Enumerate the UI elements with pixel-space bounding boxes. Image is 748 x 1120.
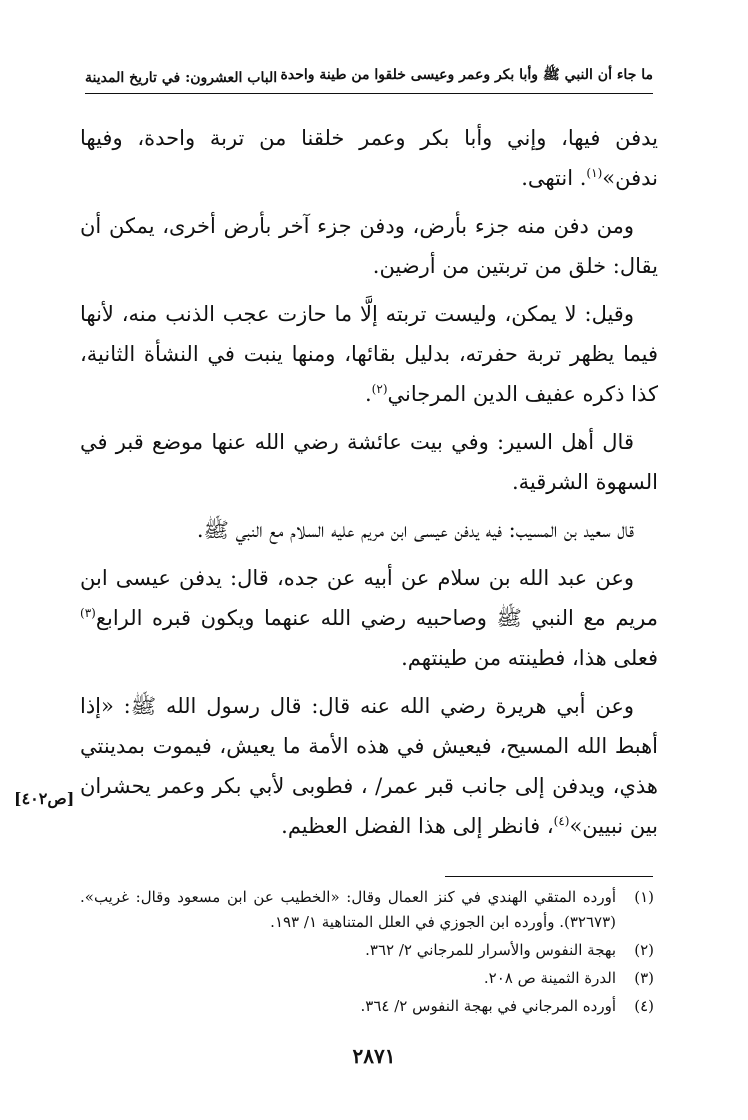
- paragraph-text-tail: .: [364, 382, 372, 406]
- page-number: ٢٨٧١: [352, 1044, 396, 1068]
- footnote-text: أورده المتقي الهندي في كنز العمال وقال: «الخطيب عن ابن مسعود وقال: غريب». (٣٢٦٧٣). وأورده ابن الجوزي في العلل المتناهية ١/ ١٩٣.: [80, 888, 616, 931]
- footnote: [80, 994, 654, 1019]
- header-chapter-title: ما جاء أن النبي ﷺ وأبا بكر وعمر وعيسى خلقوا من طينة واحدة: [280, 67, 653, 83]
- paragraph-text: قال سعيد بن المسيب: فيه يدفن عيسى ابن مريم عليه السلام مع النبي ﷺ.: [196, 518, 634, 542]
- paragraph: [80, 510, 658, 550]
- header-divider: [85, 93, 653, 94]
- paragraph: [80, 558, 658, 678]
- running-header: [85, 60, 653, 86]
- paragraph: [80, 206, 658, 286]
- paragraph-text-tail: ، فانظر إلى هذا الفضل العظيم.: [281, 814, 554, 838]
- margin-page-reference: [ص٤٠٢]: [14, 789, 75, 808]
- paragraph-text-tail: فعلى هذا، فطينته من طينتهم.: [401, 646, 658, 670]
- paragraph: [80, 294, 658, 414]
- paragraph-text: وعن عبد الله بن سلام عن أبيه عن جده، قال: يدفن عيسى ابن مريم مع النبي ﷺ وصاحبيه رضي الله عنهما ويكون قبره الرابع: [80, 566, 658, 630]
- footnote-number: (٢): [634, 941, 654, 959]
- footnote-reference: (٢): [371, 382, 388, 396]
- footnote: [80, 938, 654, 963]
- footnote-divider: [445, 876, 653, 877]
- header-section-title: الباب العشرون: في تاريخ المدينة: [85, 70, 278, 86]
- paragraph-text: ومن دفن منه جزء بأرض، ودفن جزء آخر بأرض أخرى، يمكن أن يقال: خلق من تربتين من أرضين.: [80, 214, 658, 278]
- footnote-reference: (٤): [553, 814, 570, 828]
- footnote-reference: (٣): [80, 606, 96, 620]
- paragraph-text: وقيل: لا يمكن، وليست تربته إلَّا ما حازت عجب الذنب منه، لأنها فيما يظهر تربة حفرته، بدليل بقائها، ومنها ينبت في النشأة الثانية، كذا ذكره عفيف الدين المرجاني: [80, 302, 658, 406]
- footnote-text: بهجة النفوس والأسرار للمرجاني ٢/ ٣٦٢.: [365, 941, 616, 959]
- paragraph-text: وعن أبي هريرة رضي الله عنه قال: قال رسول الله ﷺ: «إذا أهبط الله المسيح، فيعيش في هذه الأمة ما يعيش، فيموت بمدينتي هذي، ويدفن إلى جانب قبر عمر/ ، فطوبى لأبي بكر وعمر يحشران بين نبيين»: [80, 694, 658, 838]
- paragraph-text: قال أهل السير: وفي بيت عائشة رضي الله عنها موضع قبر في السهوة الشرقية.: [80, 430, 658, 494]
- footnote-text: الدرة الثمينة ص ٢٠٨.: [483, 969, 616, 987]
- paragraph-text: يدفن فيها، وإني وأبا بكر وعمر خلقنا من تربة واحدة، وفيها ندفن»: [80, 126, 658, 190]
- footnote-text: أورده المرجاني في بهجة النفوس ٢/ ٣٦٤.: [360, 997, 616, 1015]
- footnote-number: (٤): [634, 997, 654, 1015]
- footnote-number: (٣): [634, 969, 654, 987]
- footnote-reference: (١): [586, 166, 603, 180]
- paragraph-text-tail: . انتهى.: [521, 166, 587, 190]
- paragraph: [80, 422, 658, 502]
- paragraph: [80, 118, 658, 198]
- paragraph: [80, 686, 658, 846]
- footnote: [80, 966, 654, 991]
- main-text: [80, 118, 658, 854]
- footnote-number: (١): [634, 888, 654, 906]
- footnote: [80, 885, 654, 935]
- footnotes: [80, 885, 654, 1022]
